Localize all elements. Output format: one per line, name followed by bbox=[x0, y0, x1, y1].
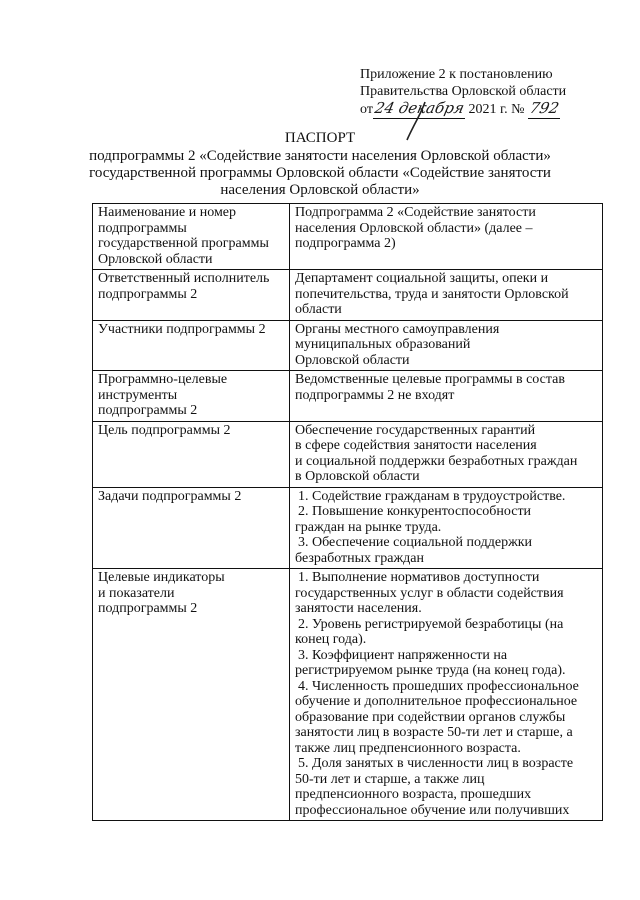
date-underline bbox=[373, 100, 465, 119]
table-row bbox=[93, 487, 603, 569]
date-suffix: 2021 г. № bbox=[468, 102, 525, 117]
row-label-cell bbox=[93, 421, 290, 487]
label-line: Целевые индикаторы bbox=[98, 570, 225, 585]
row-value-cell bbox=[290, 569, 603, 821]
label-line: Орловской области bbox=[98, 251, 213, 267]
value-line: 2. Повышение конкурентоспособности bbox=[298, 504, 532, 519]
annex-header bbox=[360, 66, 600, 119]
label-line: подпрограммы bbox=[98, 220, 187, 236]
table-row bbox=[93, 204, 603, 270]
value-line: безработных граждан bbox=[295, 550, 424, 566]
value-line: подпрограмма 2) bbox=[295, 236, 396, 251]
row-label-cell bbox=[93, 270, 290, 321]
table-row bbox=[93, 270, 603, 321]
label-line: и показатели bbox=[98, 585, 175, 601]
value-line: Обеспечение государственных гарантий bbox=[295, 422, 536, 438]
table-row bbox=[93, 421, 603, 487]
row-value-cell bbox=[290, 371, 603, 422]
table-row bbox=[93, 371, 603, 422]
row-value-cell bbox=[290, 421, 603, 487]
value-line: 2. Уровень регистрируемой безработицы (на bbox=[298, 616, 564, 632]
value-line: занятости лиц в возрасте 50-ти лет и старше, а bbox=[295, 725, 573, 740]
label-line: Участники подпрограммы 2 bbox=[98, 321, 266, 337]
label-line: подпрограммы 2 bbox=[98, 601, 198, 616]
value-line: Ведомственные целевые программы в состав bbox=[295, 372, 565, 387]
value-line: Подпрограмма 2 «Содействие занятости bbox=[295, 205, 536, 220]
value-line: 4. Численность прошедших профессиональное bbox=[298, 678, 579, 694]
subtitle-line-1: подпрограммы 2 «Содействие занятости населения Орловской области» bbox=[89, 148, 551, 164]
row-label-cell bbox=[93, 569, 290, 821]
value-line: области bbox=[295, 302, 342, 317]
value-line: образование при содействии органов службы bbox=[295, 709, 566, 725]
row-label-cell bbox=[93, 371, 290, 422]
value-line: обучение и дополнительное профессиональное bbox=[295, 694, 578, 709]
passport-table bbox=[92, 203, 603, 821]
value-line: Департамент социальной защиты, опеки и bbox=[295, 271, 549, 286]
number-underline bbox=[528, 100, 560, 119]
value-line: 1. Выполнение нормативов доступности bbox=[298, 570, 540, 585]
table-row bbox=[93, 320, 603, 371]
row-value-cell bbox=[290, 487, 603, 569]
value-line: 50-ти лет и старше, а также лиц bbox=[295, 771, 485, 787]
annex-line-2: Правительства Орловской области bbox=[360, 84, 567, 99]
value-line: конец года). bbox=[295, 632, 367, 647]
value-line: 1. Содействие гражданам в трудоустройстве. bbox=[298, 488, 566, 504]
row-label-cell bbox=[93, 320, 290, 371]
handwritten-number: 792 bbox=[527, 99, 561, 117]
value-line: государственных услуг в области содействия bbox=[295, 585, 564, 601]
label-line: государственной программы bbox=[98, 236, 269, 251]
value-line: в Орловской области bbox=[295, 469, 420, 484]
annex-line-1: Приложение 2 к постановлению bbox=[360, 67, 553, 82]
value-line: в сфере содействия занятости населения bbox=[295, 438, 537, 453]
value-line: профессиональное обучение или получивших bbox=[295, 802, 570, 818]
annex-date-line bbox=[360, 100, 600, 119]
label-line: инструменты bbox=[98, 387, 178, 403]
row-value-cell bbox=[290, 204, 603, 270]
value-line: Орловской области bbox=[295, 352, 410, 368]
label-line: Цель подпрограммы 2 bbox=[98, 422, 231, 438]
label-line: подпрограммы 2 bbox=[98, 403, 198, 418]
handwritten-date: 24 декабря bbox=[372, 99, 466, 117]
subtitle-line-3: населения Орловской области» bbox=[220, 182, 420, 198]
value-line: муниципальных образований bbox=[295, 337, 471, 352]
page-title: ПАСПОРТ bbox=[284, 130, 356, 146]
value-line: населения Орловской области» (далее – bbox=[295, 220, 533, 236]
value-line: попечительства, труда и занятости Орловской bbox=[295, 286, 569, 302]
value-line: подпрограммы 2 не входят bbox=[295, 387, 455, 403]
value-line: регистрируемом рынке труда (на конец года). bbox=[295, 663, 566, 678]
subtitle-line-2: государственной программы Орловской области «Содействие занятости bbox=[89, 165, 551, 181]
label-line: подпрограммы 2 bbox=[98, 286, 198, 302]
row-value-cell bbox=[290, 270, 603, 321]
value-line: Органы местного самоуправления bbox=[295, 321, 500, 337]
label-line: Программно-целевые bbox=[98, 372, 228, 387]
label-line: Наименование и номер bbox=[98, 205, 237, 220]
label-line: Задачи подпрограммы 2 bbox=[98, 488, 242, 504]
value-line: предпенсионного возраста, прошедших bbox=[295, 787, 532, 802]
value-line: занятости населения. bbox=[295, 601, 422, 616]
value-line: 5. Доля занятых в численности лиц в возрасте bbox=[298, 756, 574, 771]
value-line: 3. Обеспечение социальной поддержки bbox=[298, 535, 533, 550]
value-line: граждан на рынке труда. bbox=[295, 519, 442, 535]
table-row bbox=[93, 569, 603, 821]
value-line: и социальной поддержки безработных граждан bbox=[295, 453, 578, 469]
label-line: Ответственный исполнитель bbox=[98, 271, 270, 286]
row-label-cell bbox=[93, 487, 290, 569]
value-line: 3. Коэффициент напряженности на bbox=[298, 647, 508, 663]
row-value-cell bbox=[290, 320, 603, 371]
value-line: также лиц предпенсионного возраста. bbox=[295, 740, 521, 756]
date-prefix: от bbox=[360, 102, 373, 117]
row-label-cell bbox=[93, 204, 290, 270]
